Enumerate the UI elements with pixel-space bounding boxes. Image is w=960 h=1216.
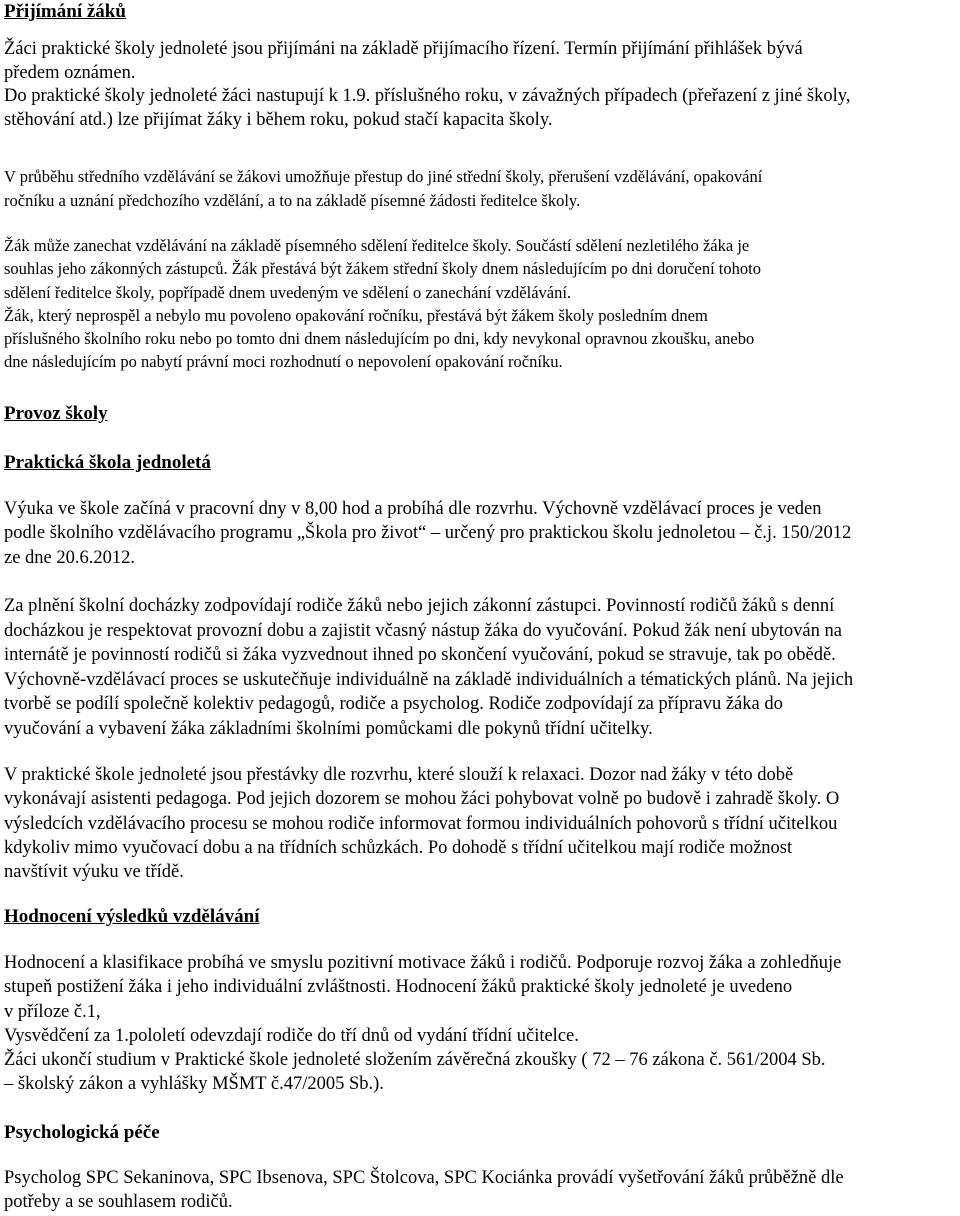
paragraph-breaks	[4, 763, 839, 884]
text-line: internátě je povinností rodičů si žáka vyzvednout ihned po skončení vyučování, pokud se stravuje, tak po obědě.	[4, 645, 836, 665]
heading-school-operation: Provoz školy	[4, 403, 108, 424]
text-line: dne následujícím po nabytí právní moci rozhodnutí o nepovolení opakování ročníku.	[4, 352, 563, 372]
paragraph-attendance	[4, 594, 853, 741]
paragraph-admission-intro	[4, 38, 952, 132]
text-line: příslušného školního roku nebo po tomto dni dnem následujícím po dni, kdy nevykonal opravnou zkoušku, anebo	[4, 329, 755, 349]
paragraph-teaching	[4, 497, 851, 570]
text-line: ročníku a uznání předchozího vzdělání, a to na základě písemné žádosti ředitelce školy.	[4, 190, 581, 210]
heading-evaluation: Hodnocení výsledků vzdělávání	[4, 906, 260, 927]
text-line: V průběhu středního vzdělávání se žákovi umožňuje přestup do jiné střední školy, přerušení vzdělávání, opakování	[4, 167, 763, 186]
text-line: sdělení ředitelce školy, popřípadě dnem uvedeným ve sdělení o zanechání vzdělávání.	[4, 282, 572, 302]
text-line: podle školního vzdělávacího programu „Škola pro život“ – určený pro praktickou školu jednoletou – č.j. 150/2012	[4, 523, 852, 544]
text-line: Žák, který neprospěl a nebylo mu povoleno opakování ročníku, přestává být žákem školy posledním dnem	[4, 305, 708, 325]
text-line: – školský zákon a vyhlášky MŠMT č.47/2005 Sb.).	[4, 1074, 384, 1095]
text-line: Žák může zanechat vzdělávání na základě písemného sdělení ředitelce školy. Součástí sdělení nezletilého žáka je	[4, 236, 750, 255]
text-line: Výchovně-vzdělávací proces se uskutečňuje individuálně na základě individuálních a tématických plánů. Na jejich	[4, 669, 854, 690]
paragraph-leaving	[4, 234, 761, 374]
text-line: výsledcích vzdělávacího procesu se mohou rodiče informovat formou individuálních pohovorů s třídní učitelkou	[4, 813, 838, 834]
text-line: V praktické škole jednoleté jsou přestávky dle rozvrhu, které slouží k relaxaci. Dozor nad žáky v této době	[4, 765, 794, 785]
heading-admission: Přijímání žáků	[4, 1, 126, 22]
heading-psychological-care: Psychologická péče	[4, 1122, 160, 1143]
text-line: vykonávají asistenti pedagoga. Pod jejich dozorem se mohou žáci pohybovat volně po budově i zahradě školy. O	[4, 789, 840, 810]
text-line: Žáci ukončí studium v Praktické škole jednoleté složením závěrečná zkoušky ( 72 – 76 zákona č. 561/2004 Sb.	[4, 1050, 826, 1071]
text-line: Hodnocení a klasifikace probíhá ve smyslu pozitivní motivace žáků i rodičů. Podporuje rozvoj žáka a zohledňuje	[4, 953, 842, 973]
paragraph-evaluation	[4, 951, 841, 1097]
text-line: předem oznámen.	[4, 62, 136, 83]
text-line: ze dne 20.6.2012.	[4, 547, 136, 568]
heading-practical-school: Praktická škola jednoletá	[4, 452, 211, 473]
text-line: docházkou je respektovat provozní dobu a zajistit včasný nástup žáka do vyučování. Pokud žák není ubytován na	[4, 620, 842, 641]
text-line: Psycholog SPC Sekaninova, SPC Ibsenova, SPC Štolcova, SPC Kociánka provádí vyšetřování žáků průběžně dle	[4, 1168, 844, 1188]
text-line: stupeň postižení žáka i jeho individuální zvláštnosti. Hodnocení žáků praktické školy jednoleté je uvedeno	[4, 977, 793, 998]
text-line: kdykoliv mimo vyučovací dobu a na třídních schůzkách. Po dohodě s třídní učitelkou mají rodiče možnost	[4, 837, 793, 858]
text-line: Za plnění školní docházky zodpovídají rodiče žáků nebo jejich zákonní zástupci. Povinností rodičů žáků s denní	[4, 596, 835, 616]
text-line: tvorbě se podílí společně kolektiv pedagogů, rodiče a psycholog. Rodiče zodpovídají za přípravu žáka do	[4, 694, 783, 714]
text-line: souhlas jeho zákonných zástupců. Žák přestává být žákem střední školy dnem následujícím po dni doručení tohoto	[4, 259, 761, 279]
section-admission	[4, 0, 952, 132]
text-line: Žáci praktické školy jednoleté jsou přijímáni na základě přijímacího řízení. Termín přijímání přihlášek bývá	[4, 39, 803, 59]
text-line: stěhování atd.) lze přijímat žáky i během roku, pokud stačí kapacita školy.	[4, 109, 553, 130]
text-line: vyučování a vybavení žáka základními školními pomůckami dle pokynů třídní učitelky.	[4, 718, 653, 739]
text-line: navštívit výuku ve třídě.	[4, 862, 184, 883]
paragraph-transfer	[4, 165, 762, 212]
text-line: Výuka ve škole začíná v pracovní dny v 8,00 hod a probíhá dle rozvrhu. Výchovně vzdělávací proces je veden	[4, 499, 822, 519]
paragraph-psychological-care	[4, 1166, 844, 1215]
text-line: v příloze č.1,	[4, 1001, 101, 1022]
text-line: Vysvědčení za 1.pololetí odevzdají rodiče do tří dnů od vydání třídní učitelce.	[4, 1025, 579, 1046]
text-line: potřeby a se souhlasem rodičů.	[4, 1192, 233, 1213]
text-line: Do praktické školy jednoleté žáci nastupují k 1.9. příslušného roku, v závažných případech (přeřazení z jiné školy,	[4, 86, 851, 107]
